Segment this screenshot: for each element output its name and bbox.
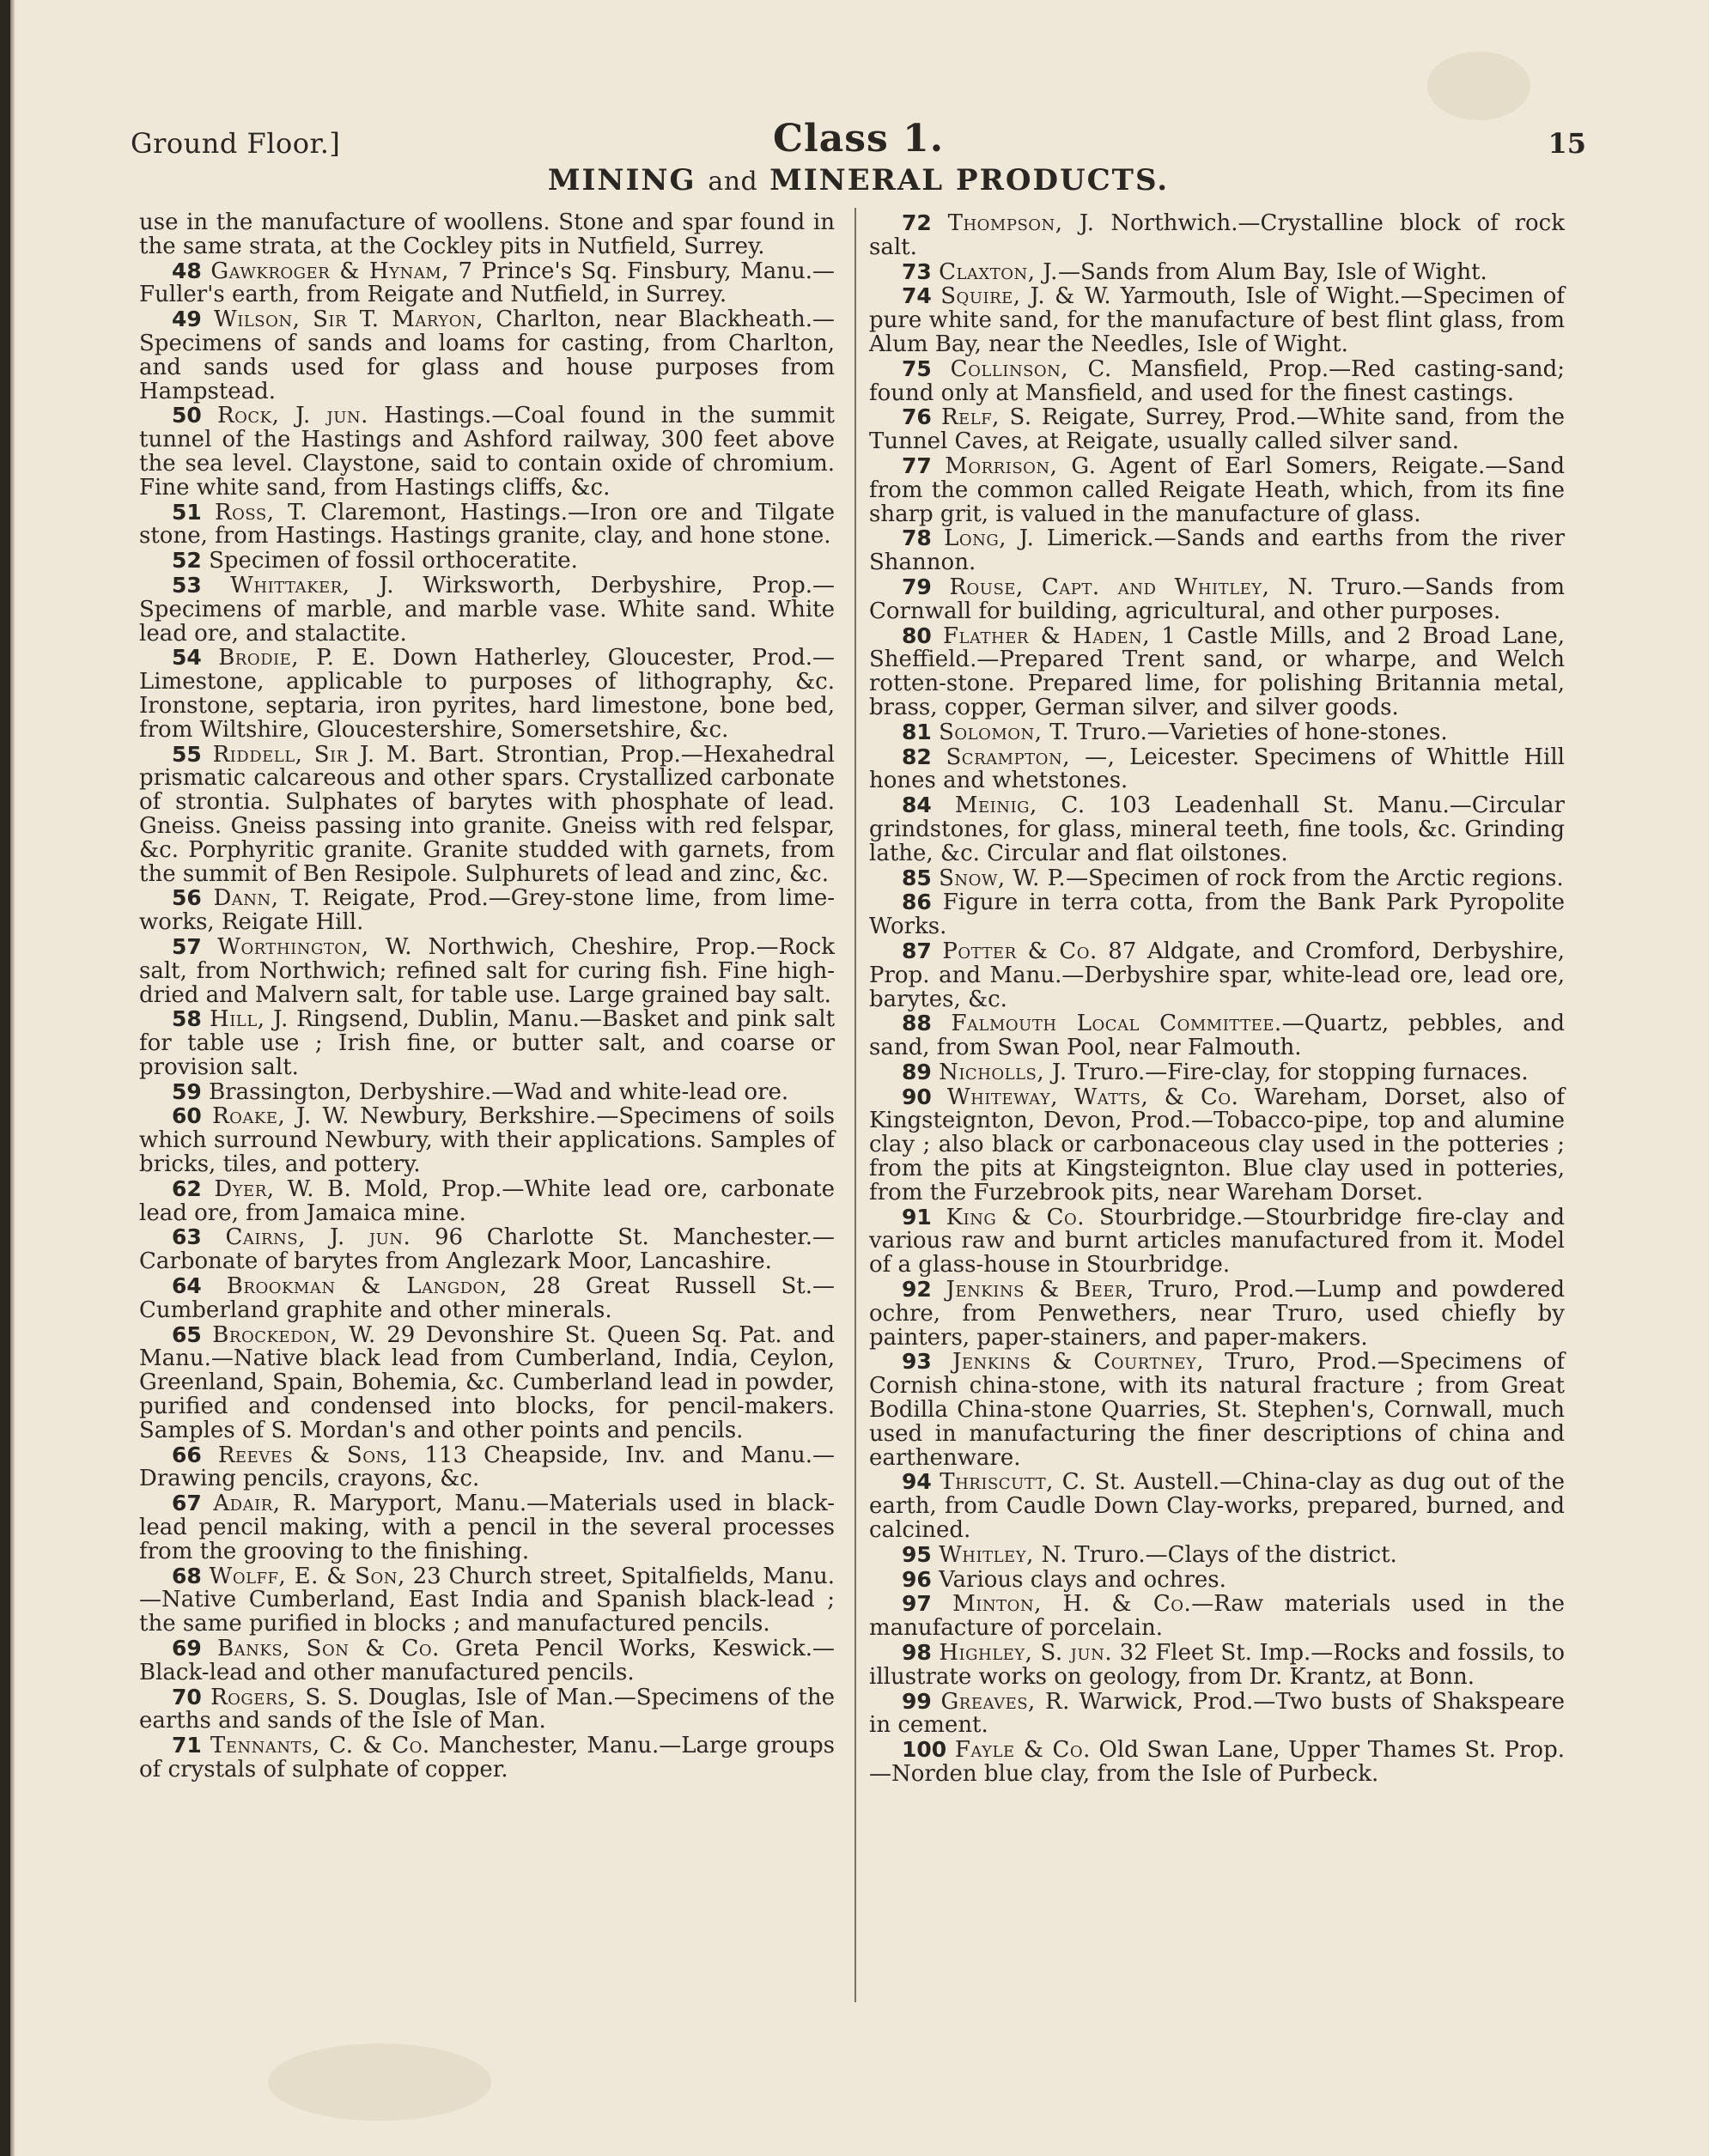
- entry-description: Greta Pencil Works, Keswick.—Black-lead and other manufactured pencils.: [139, 1636, 835, 1685]
- catalogue-entry: [869, 1690, 1565, 1739]
- exhibitor-name: Relf, S.: [940, 404, 1032, 431]
- catalogue-entry: [139, 935, 835, 1007]
- exhibitor-name: Tennants, C. & Co.: [210, 1733, 430, 1759]
- entry-number: 80: [902, 623, 932, 648]
- section-title: [131, 163, 1586, 197]
- catalogue-entry: [869, 284, 1565, 356]
- running-head: [131, 112, 1586, 163]
- entry-description: Bart. Strontian, Prop.—Hexahedral prismatic calcareous and other spars. Crystallized carbonate of strontia. Sulphates of barytes with phosphate of lead. Gneiss. Gneiss passing into granite. Gneiss with red felspar, &c. Porphyritic granite. Granite studded with garnets, from the summit of Ben Resipole. Sulphurets of lead and zinc, &c.: [139, 741, 835, 887]
- exhibitor-name: Cairns, J. jun.: [225, 1224, 411, 1251]
- exhibitor-name: Potter & Co.: [942, 938, 1098, 964]
- entry-number: 71: [172, 1733, 202, 1758]
- catalogue-entry: [869, 745, 1565, 794]
- catalogue-entry: [139, 1007, 835, 1079]
- catalogue-entry: [869, 357, 1565, 406]
- paper-stain: [268, 2044, 491, 2121]
- entry-number: 76: [902, 404, 932, 430]
- entry-number: 66: [172, 1442, 202, 1467]
- entry-number: 60: [172, 1103, 202, 1129]
- entry-description: use in the manufacture of woollens. Stone and spar found in the same strata, at the Cockley pits in Nutfield, Surrey.: [139, 210, 835, 259]
- entry-description: Truro, Prod.—Lump and powdered ochre, from Penwethers, near Truro, used chiefly by painters, paper-stainers, and paper-makers.: [869, 1277, 1565, 1351]
- catalogue-entry: [869, 890, 1565, 939]
- entry-number: 98: [902, 1640, 932, 1666]
- catalogue-entry: [139, 1323, 835, 1443]
- entry-number: 87: [902, 938, 932, 963]
- page-number: 15: [1548, 127, 1586, 160]
- entry-description: Manchester, Manu.—Large groups of crystals of sulphate of copper.: [139, 1733, 835, 1782]
- entry-description: Charlton, near Blackheath.—Specimens of sands and loams for casting, from Charlton, and sands used for glass and house purposes from Hampstead.: [139, 307, 836, 404]
- exhibitor-name: Hill, J.: [210, 1006, 289, 1033]
- catalogue-entry: [139, 501, 835, 550]
- entry-number: 84: [902, 793, 932, 818]
- section-title-part2: MINERAL PRODUCTS.: [769, 163, 1170, 197]
- entry-number: 50: [172, 403, 202, 428]
- exhibitor-name: Whitley, N.: [939, 1541, 1067, 1568]
- exhibitor-name: Collinson, C.: [950, 355, 1112, 382]
- catalogue-entry: [139, 1225, 835, 1274]
- exhibitor-name: Dann, T.: [213, 885, 311, 912]
- exhibitor-name: Whiteway, Watts, & Co.: [946, 1084, 1239, 1110]
- entry-description: 87 Aldgate, and Cromford, Derbyshire, Prop. and Manu.—Derbyshire spar, white-lead ore, lead ore, barytes, &c.: [869, 938, 1565, 1012]
- exhibitor-name: Whittaker, J.: [230, 572, 395, 598]
- entry-number: 89: [902, 1059, 932, 1084]
- entry-description: Truro.—Clays of the district.: [1067, 1541, 1397, 1568]
- entry-number: 58: [172, 1006, 202, 1032]
- entry-description: Truro, Prod.—Specimens of Cornish china-stone, with its natural fracture ; from Great Bodilla China-stone Quarries, St. Stephen's, Cornwall, much used in manufacturing the finer descriptions of china and earthenware.: [869, 1349, 1565, 1471]
- entry-description: 32 Fleet St. Imp.—Rocks and fossils, to illustrate works on geology, from Dr. Krantz, at Bonn.: [869, 1640, 1566, 1690]
- entry-description: Specimen of fossil orthoceratite.: [209, 548, 578, 574]
- entry-number: 82: [902, 744, 932, 769]
- left-column: [139, 211, 835, 1782]
- entry-description: Truro.—Varieties of hone-stones.: [1069, 719, 1448, 745]
- catalogue-entry: [139, 1734, 835, 1782]
- exhibitor-name: Claxton, J.: [939, 258, 1058, 285]
- entry-number: 85: [902, 865, 932, 890]
- exhibitor-name: Highley, S. jun.: [939, 1640, 1113, 1667]
- catalogue-entry: [869, 1011, 1565, 1060]
- exhibitor-name: Wilson, Sir T. Maryon,: [214, 307, 484, 333]
- entry-description: Figure in terra cotta, from the Bank Park Pyropolite Works.: [869, 890, 1565, 940]
- entry-number: 91: [902, 1204, 932, 1230]
- catalogue-entry: [869, 260, 1565, 285]
- entry-description: Northwich, Cheshire, Prop.—Rock salt, from Northwich; refined salt for curing fish. Fine high-dried and Malvern salt, for table use. Large grained bay salt.: [139, 933, 835, 1008]
- exhibitor-name: Worthington, W.: [217, 933, 413, 960]
- class-heading: Class 1.: [772, 117, 945, 161]
- exhibitor-name: Rock, J. jun.: [217, 403, 368, 429]
- entry-description: Mold, Prop.—White lead ore, carbonate lead ore, from Jamaica mine.: [139, 1175, 836, 1226]
- entry-description: Ringsend, Dublin, Manu.—Basket and pink salt for table use ; Irish fine, or butter salt, and coarse or provision salt.: [139, 1006, 836, 1080]
- catalogue-entry: [869, 866, 1565, 891]
- entry-description: Wirksworth, Derbyshire, Prop.—Specimens of marble, and marble vase. White sand. White lead ore, and stalactite.: [139, 572, 835, 647]
- entry-number: 86: [902, 890, 932, 915]
- section-title-and: and: [708, 167, 758, 197]
- entry-number: 64: [172, 1273, 202, 1299]
- entry-description: 28 Great Russell St.—Cumberland graphite and other minerals.: [139, 1273, 835, 1323]
- entry-description: 113 Cheapside, Inv. and Manu.—Drawing pencils, crayons, &c.: [139, 1442, 835, 1492]
- catalogue-entry: [869, 1543, 1565, 1568]
- catalogue-entry: [869, 211, 1565, 260]
- entry-number: 79: [902, 574, 932, 599]
- section-title-part1: MINING: [547, 163, 696, 197]
- entry-number: 57: [172, 933, 202, 959]
- entry-description: Reigate, Prod.—Grey-stone lime, from lime-works, Reigate Hill.: [139, 885, 836, 936]
- catalogue-entry: [869, 1206, 1565, 1278]
- catalogue-entry: [139, 1177, 835, 1226]
- catalogue-entry: [139, 743, 835, 887]
- entry-number: 95: [902, 1541, 932, 1567]
- exhibitor-name: Long, J.: [944, 525, 1035, 552]
- entry-description: Brassington, Derbyshire.—Wad and white-lead ore.: [209, 1078, 789, 1105]
- entry-number: 92: [902, 1277, 932, 1303]
- catalogue-entry: [139, 1080, 835, 1105]
- entry-number: 48: [172, 258, 202, 283]
- catalogue-entry: [139, 211, 835, 259]
- catalogue-page: [10, 0, 1709, 2156]
- page-edge-shadow: [10, 0, 15, 2156]
- exhibitor-name: Solomon, T.: [939, 719, 1070, 745]
- exhibitor-name: Fayle & Co.: [954, 1737, 1091, 1764]
- entry-number: 78: [902, 525, 932, 551]
- entry-description: Reigate, Surrey, Prod.—White sand, from the Tunnel Caves, at Reigate, usually called silver sand.: [869, 404, 1566, 455]
- entry-description: Claremont, Hastings.—Iron ore and Tilgate stone, from Hastings. Hastings granite, clay, and hone stone.: [139, 499, 836, 550]
- catalogue-entry: [139, 886, 835, 935]
- catalogue-entry: [869, 720, 1565, 745]
- entry-number: 52: [172, 548, 202, 574]
- catalogue-entry: [139, 549, 835, 574]
- exhibitor-name: Dyer, W. B.: [214, 1175, 352, 1202]
- exhibitor-name: Scrampton, —,: [946, 744, 1116, 770]
- entry-description: St. Austell.—China-clay as dug out of the earth, from Caudle Down Clay-works, prepared, burned, and calcined.: [869, 1469, 1565, 1544]
- entry-description: Agent of Earl Somers, Reigate.—Sand from the common called Reigate Heath, which, from its fine sharp grit, is valued in the manufacture of glass.: [869, 452, 1566, 527]
- entry-description: Down Hatherley, Gloucester, Prod.—Limestone, applicable to purposes of lithography, &c. Ironstone, septaria, iron pyrites, hard limestone, bone bed, from Wiltshire, Gloucestershire, Somersetshire, &c.: [139, 645, 835, 743]
- entry-number: 54: [172, 645, 202, 671]
- exhibitor-name: Reeves & Sons,: [217, 1442, 409, 1468]
- exhibitor-name: Squire, J. & W.: [940, 283, 1112, 310]
- column-rule: [854, 208, 856, 2002]
- exhibitor-name: Falmouth Local Committee.: [951, 1011, 1282, 1037]
- right-column: [869, 211, 1565, 1787]
- entry-number: 69: [172, 1636, 202, 1661]
- exhibitor-name: Thompson, J.: [947, 210, 1095, 236]
- catalogue-entry: [139, 1564, 835, 1637]
- exhibitor-name: Ross, T.: [215, 499, 307, 525]
- catalogue-entry: [139, 574, 835, 646]
- exhibitor-name: Wolff, E. & Son,: [209, 1563, 405, 1589]
- exhibitor-name: King & Co.: [946, 1204, 1086, 1230]
- entry-description: Wareham, Dorset, also of Kingsteignton, Devon, Prod.—Tobacco-pipe, top and alumine clay ; also black or carbonaceous clay used in the potteries ; from the pits at Kingsteignton. Blue clay used in potteries, from the Furzebrook pits, near Wareham Dorset.: [869, 1084, 1566, 1206]
- paper-stain: [1427, 52, 1530, 120]
- entry-description: 29 Devonshire St. Queen Sq. Pat. and Manu.—Native black lead from Cumberland, India, Ceylon, Greenland, Spain, Bohemia, &c. Cumberland lead in powder, purified and condensed into blocks, for pencil-makers. Samples of S. Mordan's and other points and pencils.: [139, 1321, 836, 1443]
- catalogue-entry: [869, 1470, 1565, 1542]
- exhibitor-name: Brockedon, W.: [212, 1321, 376, 1348]
- entry-description: —Specimen of rock from the Arctic regions.: [1066, 865, 1564, 891]
- entry-description: —Quartz, pebbles, and sand, from Swan Pool, near Falmouth.: [869, 1011, 1566, 1061]
- entry-number: 51: [172, 499, 202, 525]
- catalogue-entry: [869, 1568, 1565, 1593]
- entry-number: 55: [172, 741, 202, 767]
- catalogue-entry: [869, 1641, 1565, 1690]
- entry-number: 96: [902, 1566, 932, 1592]
- entry-description: Old Swan Lane, Upper Thames St. Prop.—Norden blue clay, from the Isle of Purbeck.: [869, 1737, 1565, 1787]
- catalogue-entry: [139, 1685, 835, 1734]
- catalogue-entry: [869, 1085, 1565, 1206]
- entry-description: —Sands from Alum Bay, Isle of Wight.: [1057, 258, 1487, 285]
- exhibitor-name: Brodie, P. E.: [218, 645, 376, 671]
- catalogue-entry: [869, 1350, 1565, 1470]
- exhibitor-name: Rogers, S. S.: [210, 1684, 360, 1710]
- exhibitor-name: Gawkroger & Hynam,: [210, 258, 449, 284]
- entry-number: 99: [902, 1688, 932, 1714]
- floor-label: Ground Floor.]: [131, 127, 341, 160]
- exhibitor-name: Morrison, G.: [945, 452, 1097, 479]
- catalogue-entry: [139, 1491, 835, 1564]
- catalogue-entry: [139, 646, 835, 742]
- entry-number: 97: [902, 1591, 932, 1617]
- entry-description: Maryport, Manu.—Materials used in black-lead pencil making, with a pencil in the several processes from the grooving to the finishing.: [139, 1491, 836, 1564]
- exhibitor-name: Snow, W. P.: [939, 865, 1067, 891]
- catalogue-entry: [139, 404, 835, 500]
- catalogue-entry: [869, 1738, 1565, 1787]
- entry-number: 62: [172, 1175, 202, 1201]
- entry-number: 73: [902, 258, 932, 284]
- catalogue-entry: [869, 624, 1565, 720]
- entry-description: 103 Leadenhall St. Manu.—Circular grindstones, for glass, mineral teeth, fine tools, &c. Grinding lathe, &c. Circular and flat oilstones.: [869, 793, 1565, 866]
- exhibitor-name: Rouse, Capt. and Whitley, N.: [949, 574, 1314, 600]
- entry-number: 63: [172, 1224, 202, 1250]
- entry-number: 56: [172, 885, 202, 911]
- catalogue-entry: [139, 1637, 835, 1685]
- exhibitor-name: Adair, R.: [213, 1491, 318, 1517]
- exhibitor-name: Banks, Son & Co.: [217, 1636, 440, 1662]
- entry-description: Leicester. Specimens of Whittle Hill hones and whetstones.: [869, 744, 1565, 794]
- catalogue-entry: [869, 526, 1565, 575]
- entry-number: 100: [902, 1737, 947, 1763]
- exhibitor-name: Minton, H. & Co.: [952, 1591, 1192, 1618]
- catalogue-entry: [139, 259, 835, 308]
- entry-number: 53: [172, 572, 202, 598]
- entry-number: 59: [172, 1078, 202, 1104]
- exhibitor-name: Jenkins & Courtney,: [952, 1349, 1205, 1376]
- catalogue-entry: [139, 307, 835, 404]
- exhibitor-name: Brookman & Langdon,: [226, 1273, 508, 1300]
- entry-number: 70: [172, 1684, 202, 1710]
- catalogue-entry: [139, 1443, 835, 1492]
- entry-description: 7 Prince's Sq. Finsbury, Manu.—Fuller's earth, from Reigate and Nutfield, in Surrey.: [139, 258, 835, 308]
- entry-number: 90: [902, 1084, 932, 1109]
- catalogue-entry: [869, 1592, 1565, 1641]
- catalogue-entry: [869, 454, 1565, 526]
- entry-description: Various clays and ochres.: [939, 1566, 1226, 1593]
- entry-number: 77: [902, 452, 932, 478]
- entry-description: —Raw materials used in the manufacture of porcelain.: [869, 1591, 1565, 1642]
- entry-number: 74: [902, 283, 932, 309]
- entry-description: Northwich.—Crystalline block of rock salt.: [869, 210, 1566, 260]
- entry-description: Limerick.—Sands and earths from the river Shannon.: [869, 525, 1565, 576]
- entry-description: 1 Castle Mills, and 2 Broad Lane, Sheffield.—Prepared Trent sand, or wharpe, and Welch rotten-stone. Prepared lime, for polishing Britannia metal, brass, copper, German silver, and silver goods.: [869, 623, 1565, 720]
- entry-description: 96 Charlotte St. Manchester.—Carbonate of barytes from Anglezark Moor, Lancashire.: [139, 1224, 836, 1275]
- catalogue-entry: [869, 939, 1565, 1011]
- entry-number: 68: [172, 1563, 202, 1588]
- exhibitor-name: Nicholls, J.: [939, 1059, 1067, 1085]
- catalogue-entry: [139, 1274, 835, 1323]
- entry-number: 75: [902, 355, 932, 381]
- exhibitor-name: Meinig, C.: [954, 793, 1086, 819]
- entry-description: Truro.—Sands from Cornwall for building, agricultural, and other purposes.: [869, 574, 1566, 624]
- catalogue-entry: [869, 793, 1565, 865]
- entry-description: Stourbridge.—Stourbridge fire-clay and various raw and burnt articles manufactured from it. Model of a glass-house in Stourbridge.: [869, 1204, 1565, 1278]
- entry-description: 23 Church street, Spitalfields, Manu.—Native Cumberland, East India and Spanish black-lead ; the same purified in blocks ; and manufactured pencils.: [139, 1563, 835, 1637]
- catalogue-entry: [869, 1060, 1565, 1085]
- exhibitor-name: Flather & Haden,: [942, 623, 1151, 649]
- catalogue-entry: [869, 1278, 1565, 1350]
- exhibitor-name: Greaves, R.: [940, 1688, 1070, 1715]
- entry-number: 49: [172, 307, 202, 332]
- entry-description: Truro.—Fire-clay, for stopping furnaces.: [1067, 1059, 1529, 1085]
- exhibitor-name: Thriscutt, C.: [940, 1469, 1087, 1496]
- entry-description: Douglas, Isle of Man.—Specimens of the earths and sands of the Isle of Man.: [139, 1684, 835, 1734]
- entry-number: 88: [902, 1011, 932, 1036]
- entry-number: 67: [172, 1491, 202, 1516]
- entry-description: Newbury, Berkshire.—Specimens of soils which surround Newbury, with their applications. Samples of bricks, tiles, and pottery.: [139, 1103, 836, 1178]
- exhibitor-name: Roake, J. W.: [212, 1103, 350, 1130]
- catalogue-entry: [139, 1104, 835, 1176]
- exhibitor-name: Riddell, Sir J. M.: [212, 741, 417, 768]
- entry-number: 94: [902, 1469, 932, 1495]
- exhibitor-name: Jenkins & Beer,: [946, 1277, 1134, 1303]
- catalogue-entry: [869, 575, 1565, 624]
- entry-number: 81: [902, 719, 932, 744]
- entry-number: 72: [902, 210, 932, 235]
- entry-description: Mansfield, Prop.—Red casting-sand; found only at Mansfield, and used for the finest castings.: [869, 355, 1565, 406]
- entry-description: Hastings.—Coal found in the summit tunnel of the Hastings and Ashford railway, 300 feet above the sea level. Claystone, said to contain oxide of chromium. Fine white sand, from Hastings cliffs, &c.: [139, 403, 835, 501]
- entry-description: Yarmouth, Isle of Wight.—Specimen of pure white sand, for the manufacture of best flint glass, from Alum Bay, near the Needles, Isle of Wight.: [869, 283, 1566, 357]
- entry-number: 93: [902, 1349, 932, 1375]
- entry-description: Warwick, Prod.—Two busts of Shakspeare in cement.: [869, 1688, 1565, 1739]
- catalogue-entry: [869, 405, 1565, 454]
- entry-number: 65: [172, 1321, 202, 1347]
